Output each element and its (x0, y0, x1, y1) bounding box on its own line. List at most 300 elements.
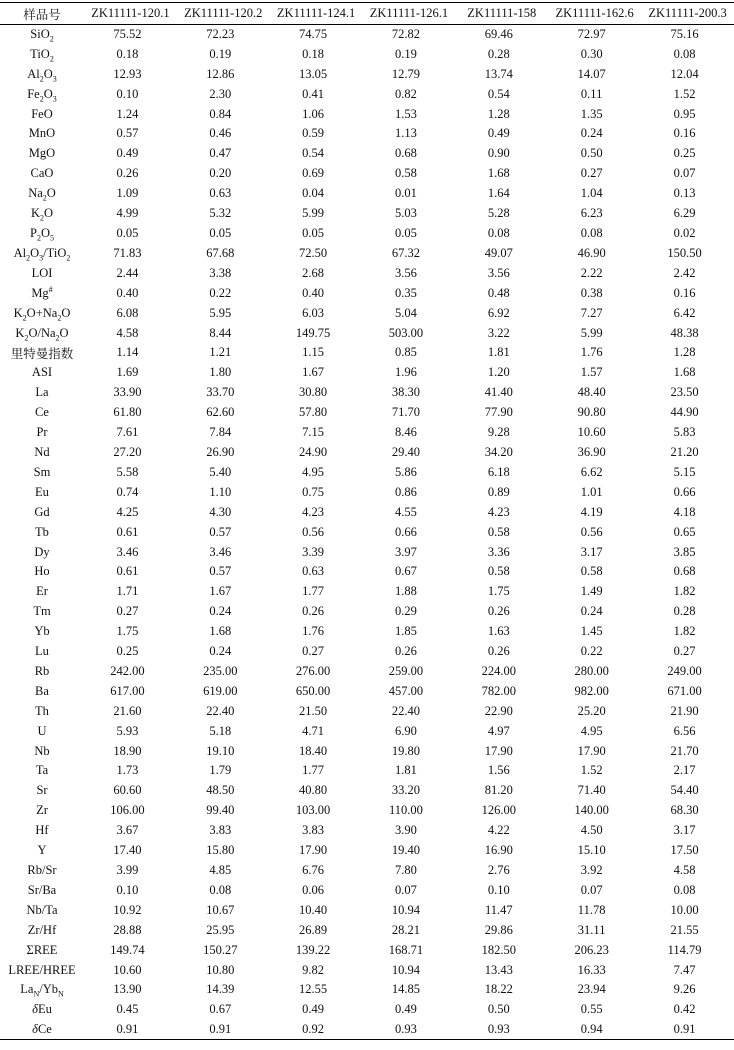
cell-value: 0.28 (673, 604, 696, 619)
cell-value: 4.97 (487, 723, 510, 738)
header-row (0, 3, 734, 25)
cell-value: 4.23 (487, 504, 510, 519)
table-row (0, 821, 734, 841)
cell-value: 14.85 (391, 982, 421, 997)
cell-value: 3.97 (395, 544, 417, 559)
cell-value: 0.27 (673, 644, 696, 659)
cell-value: 0.93 (395, 1022, 417, 1037)
row-label: Hf (35, 823, 49, 838)
cell-value: 0.07 (395, 882, 417, 897)
cell-value: 40.80 (299, 783, 328, 798)
cell-value: 5.03 (395, 206, 417, 221)
cell-value: 1.73 (116, 763, 139, 778)
cell-value: 75.52 (113, 27, 142, 42)
cell-value: 0.13 (673, 186, 696, 201)
cell-value: 0.25 (673, 146, 696, 161)
cell-value: 16.33 (577, 962, 606, 977)
cell-value: 0.94 (580, 1022, 603, 1037)
table-row (0, 423, 734, 443)
cell-value: 12.79 (391, 66, 421, 81)
cell-value: 2.17 (673, 763, 696, 778)
cell-value: 3.83 (209, 823, 232, 838)
cell-value: 0.20 (209, 166, 232, 181)
cell-value: 68.30 (670, 803, 699, 818)
cell-value: 5.93 (116, 723, 139, 738)
cell-value: 0.05 (302, 226, 325, 241)
table-row (0, 781, 734, 801)
cell-value: 0.91 (116, 1022, 139, 1037)
cell-value: 149.74 (110, 942, 145, 957)
cell-value: 25.95 (206, 922, 235, 937)
cell-value: 0.26 (487, 604, 510, 619)
cell-value: 0.67 (209, 1002, 232, 1017)
cell-value: 7.84 (209, 425, 232, 440)
table-row (0, 681, 734, 701)
table-row (0, 44, 734, 64)
cell-value: 10.94 (391, 902, 421, 917)
row-label: MnO (28, 126, 56, 141)
cell-value: 54.40 (670, 783, 699, 798)
cell-value: 18.90 (113, 743, 142, 758)
cell-value: 1.79 (209, 763, 232, 778)
cell-value: 0.89 (487, 484, 510, 499)
cell-value: 12.04 (670, 66, 699, 81)
header-sample-4: ZK11111-126.1 (369, 6, 449, 20)
cell-value: 0.24 (580, 126, 603, 141)
cell-value: 0.26 (487, 644, 510, 659)
row-label: $K_2O+Na_2O$ (13, 305, 71, 323)
row-label: SiO$_2$ (30, 27, 54, 44)
cell-value: 1.85 (395, 624, 417, 639)
cell-value: 28.21 (391, 922, 421, 937)
cell-value: 0.05 (395, 226, 417, 241)
cell-value: 24.90 (299, 444, 328, 459)
cell-value: 0.55 (580, 1002, 603, 1017)
table-row (0, 343, 734, 363)
cell-value: 12.55 (299, 982, 328, 997)
row-label: δCe (32, 1022, 52, 1037)
row-label: MgO (28, 146, 56, 161)
row-label: ASI (31, 365, 53, 380)
cell-value: 22.40 (391, 703, 421, 718)
cell-value: 0.85 (395, 345, 417, 360)
cell-value: 0.07 (580, 882, 603, 897)
cell-value: 5.15 (673, 464, 696, 479)
cell-value: 3.17 (580, 544, 603, 559)
cell-value: 0.49 (487, 126, 510, 141)
header-sample-label: 样品号 (23, 7, 61, 22)
row-label: $K_2O$ (30, 206, 54, 223)
cell-value: 1.64 (487, 186, 510, 201)
cell-value: 57.80 (299, 405, 328, 420)
table-row (0, 522, 734, 542)
cell-value: 1.06 (302, 106, 325, 121)
cell-value: 1.76 (302, 624, 325, 639)
cell-value: 140.00 (574, 803, 609, 818)
cell-value: 5.40 (209, 464, 232, 479)
cell-value: 0.68 (673, 564, 696, 579)
cell-value: 2.68 (302, 265, 325, 280)
table-row (0, 940, 734, 960)
row-label: Yb (34, 624, 50, 639)
table-row (0, 1020, 734, 1040)
header-sample-5: ZK11111-158 (467, 6, 537, 20)
table-row (0, 403, 734, 423)
cell-value: 21.55 (670, 922, 699, 937)
table-row (0, 204, 734, 224)
cell-value: 15.10 (577, 843, 606, 858)
cell-value: 0.48 (487, 285, 510, 300)
cell-value: 67.68 (206, 245, 235, 260)
cell-value: 0.59 (302, 126, 325, 141)
table-row (0, 383, 734, 403)
cell-value: 5.83 (673, 425, 696, 440)
cell-value: 0.08 (673, 46, 696, 61)
cell-value: 6.08 (116, 305, 139, 320)
cell-value: 5.32 (209, 206, 232, 221)
table-row (0, 920, 734, 940)
cell-value: 16.90 (484, 843, 513, 858)
table-row (0, 622, 734, 642)
cell-value: 81.20 (484, 783, 513, 798)
cell-value: 0.06 (302, 882, 325, 897)
row-label: Ba (35, 683, 49, 698)
cell-value: 1.77 (302, 584, 325, 599)
cell-value: 8.46 (395, 425, 417, 440)
cell-value: 2.30 (209, 86, 232, 101)
table-row (0, 900, 734, 920)
cell-value: 0.57 (209, 564, 232, 579)
cell-value: 150.50 (667, 245, 702, 260)
cell-value: 74.75 (299, 27, 328, 42)
cell-value: 0.02 (673, 226, 696, 241)
table-row (0, 482, 734, 502)
cell-value: 0.28 (487, 46, 510, 61)
cell-value: 5.95 (209, 305, 232, 320)
cell-value: 0.41 (302, 86, 325, 101)
cell-value: 1.81 (395, 763, 417, 778)
cell-value: 33.70 (206, 385, 235, 400)
cell-value: 44.90 (670, 405, 699, 420)
header-sample-1: ZK11111-120.1 (91, 6, 170, 20)
row-label: Eu (35, 484, 49, 499)
cell-value: 0.24 (209, 604, 232, 619)
cell-value: 23.94 (577, 982, 606, 997)
cell-value: 99.40 (206, 803, 235, 818)
cell-value: 150.27 (203, 942, 238, 957)
cell-value: 31.11 (577, 922, 606, 937)
header-sample-6: ZK11111-162.6 (555, 6, 634, 20)
cell-value: 0.11 (580, 86, 603, 101)
cell-value: 2.44 (116, 265, 139, 280)
cell-value: 0.50 (580, 146, 603, 161)
table-row (0, 880, 734, 900)
cell-value: 0.18 (116, 46, 139, 61)
row-label: 里特曼指数 (10, 346, 74, 361)
cell-value: 168.71 (388, 942, 424, 957)
cell-value: 4.19 (580, 504, 603, 519)
cell-value: 0.08 (580, 226, 603, 241)
row-label: Zr (36, 803, 48, 818)
table-row (0, 662, 734, 682)
cell-value: 457.00 (388, 683, 424, 698)
row-label: Lu (35, 644, 49, 659)
cell-value: 0.27 (302, 644, 325, 659)
cell-value: 0.58 (487, 524, 510, 539)
table-row (0, 363, 734, 383)
cell-value: 0.54 (487, 86, 510, 101)
cell-value: 1.81 (487, 345, 510, 360)
cell-value: 72.97 (577, 27, 606, 42)
cell-value: 0.93 (487, 1022, 510, 1037)
cell-value: 0.66 (395, 524, 417, 539)
cell-value: 48.40 (577, 385, 606, 400)
cell-value: 21.60 (113, 703, 142, 718)
cell-value: 0.01 (395, 186, 417, 201)
cell-value: 77.90 (484, 405, 513, 420)
cell-value: 0.10 (116, 882, 139, 897)
cell-value: 0.05 (209, 226, 232, 241)
cell-value: 0.05 (116, 226, 139, 241)
cell-value: 3.38 (209, 265, 232, 280)
cell-value: 30.80 (299, 385, 328, 400)
cell-value: 26.89 (299, 922, 328, 937)
cell-value: 21.90 (670, 703, 699, 718)
cell-value: 0.38 (580, 285, 603, 300)
cell-value: 0.42 (673, 1002, 696, 1017)
cell-value: 3.83 (302, 823, 325, 838)
cell-value: 1.88 (395, 584, 417, 599)
cell-value: 0.08 (209, 882, 232, 897)
cell-value: 6.90 (395, 723, 417, 738)
cell-value: 21.50 (299, 703, 328, 718)
cell-value: 0.40 (302, 285, 325, 300)
cell-value: 0.49 (395, 1002, 417, 1017)
cell-value: 22.90 (484, 703, 513, 718)
cell-value: 5.99 (302, 206, 325, 221)
cell-value: 0.30 (580, 46, 603, 61)
cell-value: 0.29 (395, 604, 417, 619)
cell-value: 280.00 (574, 663, 609, 678)
cell-value: 1.24 (116, 106, 139, 121)
cell-value: 29.86 (484, 922, 513, 937)
cell-value: 1.52 (580, 763, 603, 778)
cell-value: 0.91 (209, 1022, 232, 1037)
table-row (0, 801, 734, 821)
cell-value: 1.82 (673, 624, 696, 639)
cell-value: 3.67 (116, 823, 139, 838)
cell-value: 0.56 (580, 524, 603, 539)
cell-value: 6.62 (580, 464, 603, 479)
cell-value: 72.23 (206, 27, 235, 42)
row-label: Mg# (31, 284, 53, 300)
cell-value: 3.39 (302, 544, 325, 559)
cell-value: 5.28 (487, 206, 510, 221)
cell-value: 21.70 (670, 743, 699, 758)
cell-value: 106.00 (110, 803, 145, 818)
cell-value: 0.26 (116, 166, 139, 181)
cell-value: 26.90 (206, 444, 235, 459)
cell-value: 139.22 (295, 942, 331, 957)
cell-value: 4.25 (116, 504, 139, 519)
cell-value: 0.65 (673, 524, 696, 539)
cell-value: 72.50 (299, 245, 328, 260)
cell-value: 13.05 (299, 66, 328, 81)
cell-value: 1.49 (580, 584, 603, 599)
cell-value: 1.67 (302, 365, 325, 380)
cell-value: 0.24 (209, 644, 232, 659)
table-row (0, 582, 734, 602)
cell-value: 41.40 (484, 385, 513, 400)
table-row (0, 741, 734, 761)
cell-value: 46.90 (577, 245, 606, 260)
row-label: La (35, 385, 49, 400)
cell-value: 0.92 (302, 1022, 325, 1037)
cell-value: 4.95 (580, 723, 603, 738)
cell-value: 1.68 (673, 365, 696, 380)
table-row (0, 701, 734, 721)
row-label: FeO (31, 106, 53, 121)
row-label: U (37, 723, 47, 738)
row-label: δEu (32, 1002, 52, 1017)
cell-value: 0.45 (116, 1002, 139, 1017)
cell-value: 0.27 (580, 166, 603, 181)
cell-value: 36.90 (577, 444, 606, 459)
table-row (0, 861, 734, 881)
cell-value: 12.86 (206, 66, 235, 81)
cell-value: 0.58 (395, 166, 417, 181)
row-label: Nb/Ta (26, 902, 58, 917)
cell-value: 71.83 (113, 245, 142, 260)
cell-value: 3.17 (673, 823, 696, 838)
cell-value: 206.23 (574, 942, 609, 957)
table-row (0, 642, 734, 662)
cell-value: 3.56 (487, 265, 510, 280)
cell-value: 4.58 (116, 325, 139, 340)
row-label: $La_N/Yb_N$ (20, 982, 64, 999)
cell-value: 4.99 (116, 206, 139, 221)
cell-value: 0.58 (487, 564, 510, 579)
cell-value: 149.75 (295, 325, 331, 340)
row-label: Sr/Ba (27, 882, 57, 897)
row-label: Nd (34, 444, 50, 459)
cell-value: 23.50 (670, 385, 699, 400)
cell-value: 1.28 (487, 106, 510, 121)
cell-value: 5.86 (395, 464, 417, 479)
cell-value: 0.84 (209, 106, 232, 121)
cell-value: 18.40 (299, 743, 328, 758)
cell-value: 1.04 (580, 186, 603, 201)
row-label: $Al_2O_3/TiO_2$ (13, 245, 71, 263)
cell-value: 75.16 (670, 27, 699, 42)
cell-value: 4.58 (673, 863, 696, 878)
cell-value: 1.56 (487, 763, 510, 778)
cell-value: 0.19 (209, 46, 232, 61)
cell-value: 5.18 (209, 723, 232, 738)
cell-value: 6.23 (580, 206, 603, 221)
cell-value: 3.99 (116, 863, 139, 878)
cell-value: 9.26 (673, 982, 696, 997)
cell-value: 0.54 (302, 146, 325, 161)
cell-value: 7.47 (673, 962, 696, 977)
cell-value: 69.46 (484, 27, 513, 42)
cell-value: 4.23 (302, 504, 325, 519)
cell-value: 0.22 (209, 285, 232, 300)
cell-value: 4.95 (302, 464, 325, 479)
row-label: Zr/Hf (27, 922, 57, 937)
cell-value: 0.66 (673, 484, 696, 499)
cell-value: 1.14 (116, 345, 139, 360)
cell-value: 67.32 (391, 245, 421, 260)
row-label: $Al_2O_3$ (27, 66, 57, 84)
cell-value: 114.79 (667, 942, 702, 957)
row-label: $Fe_2O_3$ (27, 86, 57, 104)
cell-value: 1.15 (302, 345, 325, 360)
cell-value: 1.82 (673, 584, 696, 599)
table-row (0, 164, 734, 184)
cell-value: 8.44 (209, 325, 232, 340)
cell-value: 5.99 (580, 325, 603, 340)
cell-value: 110.00 (388, 803, 423, 818)
table-row (0, 323, 734, 343)
row-label: $K_2O/Na_2O$ (15, 325, 69, 343)
table-row (0, 960, 734, 980)
cell-value: 224.00 (481, 663, 516, 678)
row-label: Th (35, 703, 49, 718)
cell-value: 4.22 (487, 823, 510, 838)
cell-value: 0.49 (302, 1002, 325, 1017)
cell-value: 1.45 (580, 624, 603, 639)
cell-value: 38.30 (391, 385, 421, 400)
cell-value: 242.00 (110, 663, 145, 678)
cell-value: 33.90 (113, 385, 142, 400)
cell-value: 1.35 (580, 106, 603, 121)
row-label: Tb (35, 524, 49, 539)
row-label: LOI (31, 265, 53, 280)
cell-value: 0.25 (116, 644, 139, 659)
cell-value: 10.94 (391, 962, 421, 977)
cell-value: 0.10 (487, 882, 510, 897)
cell-value: 90.80 (577, 405, 606, 420)
cell-value: 0.47 (209, 146, 232, 161)
table-row (0, 502, 734, 522)
row-label: CaO (30, 166, 54, 181)
table-row (0, 84, 734, 104)
cell-value: 1.68 (487, 166, 510, 181)
cell-value: 0.24 (580, 604, 603, 619)
row-label: Er (36, 584, 48, 599)
cell-value: 1.57 (580, 365, 603, 380)
cell-value: 0.90 (487, 146, 510, 161)
row-label: Nb (34, 743, 50, 758)
cell-value: 1.53 (395, 106, 417, 121)
cell-value: 6.92 (487, 305, 510, 320)
cell-value: 3.36 (487, 544, 510, 559)
cell-value: 10.92 (113, 902, 142, 917)
row-label: Sr (36, 783, 48, 798)
row-label: Ce (35, 405, 49, 420)
row-label: Gd (34, 504, 50, 519)
cell-value: 3.46 (116, 544, 139, 559)
cell-value: 17.90 (299, 843, 328, 858)
cell-value: 11.47 (484, 902, 513, 917)
cell-value: 249.00 (667, 663, 702, 678)
row-label: Y (37, 843, 47, 858)
cell-value: 0.57 (209, 524, 232, 539)
cell-value: 0.35 (395, 285, 417, 300)
cell-value: 0.56 (302, 524, 325, 539)
row-label: Ho (34, 564, 50, 579)
